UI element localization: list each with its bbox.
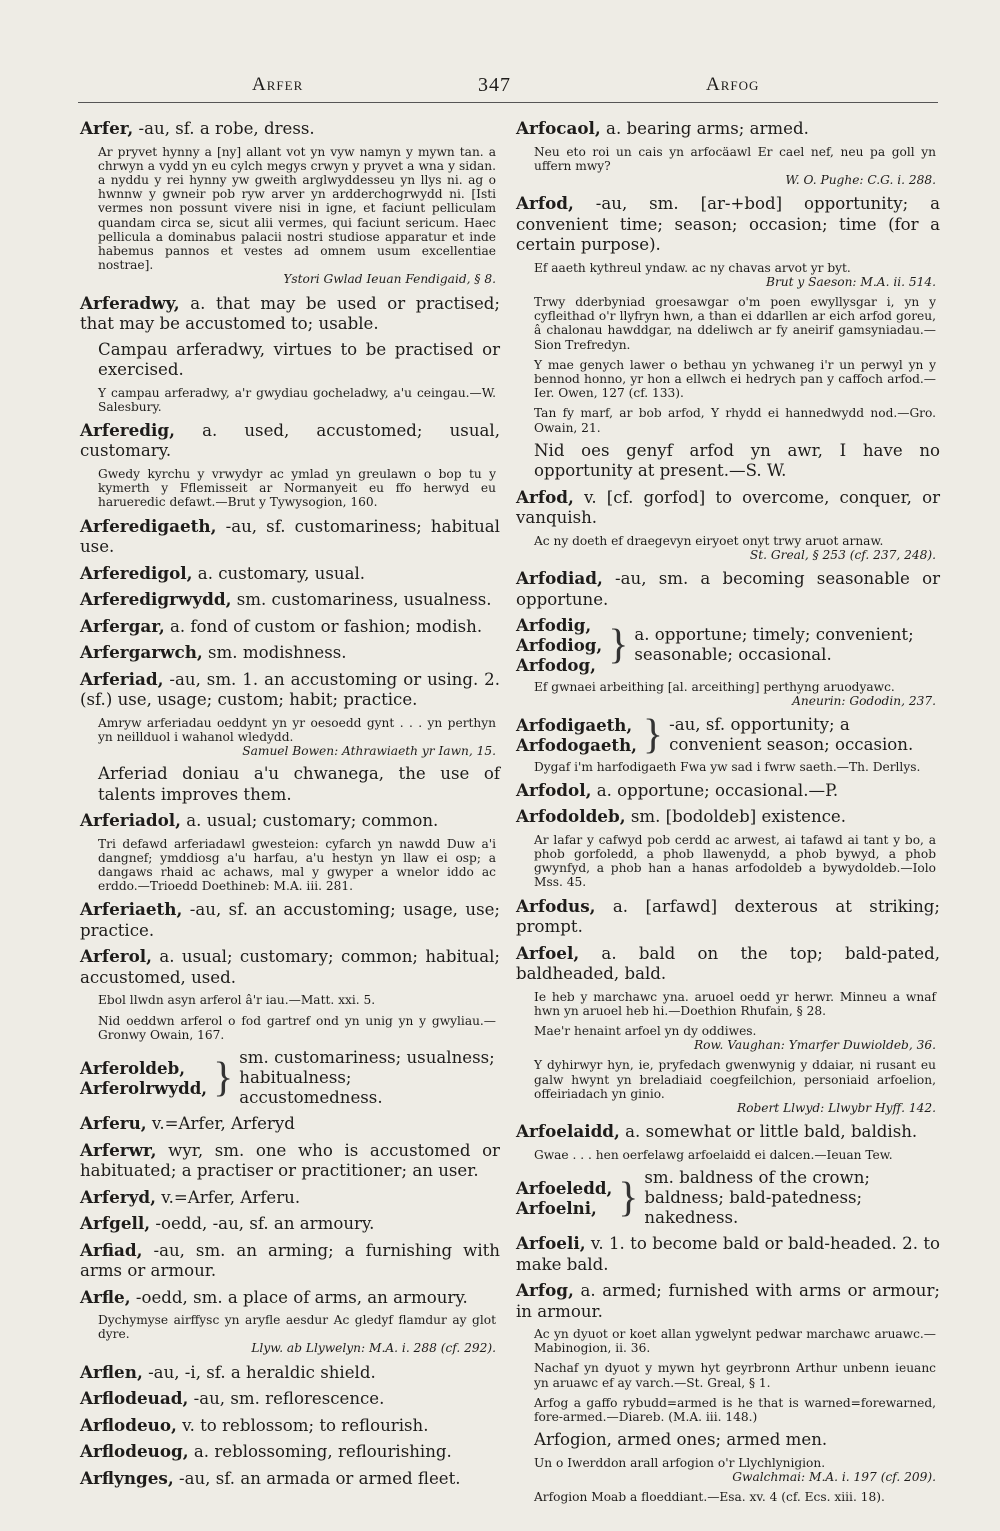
- headword: Arflodeuo,: [80, 1414, 177, 1435]
- dictionary-entry: [516, 193, 940, 256]
- grouped-entry: [80, 1048, 500, 1108]
- definition: -au, sm. an arming; a furnishing with arms or armour.: [80, 1240, 500, 1281]
- definition: a. opportune; occasional.—P.: [591, 780, 839, 800]
- definition: -au, sm. 1. an accustoming or using. 2. (sf.) use, usage; custom; habit; practice.: [80, 669, 500, 710]
- headword: Arfodiad,: [516, 568, 603, 589]
- citation-text: Dychymyse airffysc yn aryfle aesdur Ac gledyf flamdur ay glot dyre.: [98, 1313, 496, 1342]
- dictionary-entry: [80, 589, 500, 611]
- headword: Arfer,: [80, 118, 134, 138]
- headword: Arferolrwydd,: [80, 1078, 208, 1099]
- citation-text: Nid oeddwn arferol o fod gartref ond yn unig yn y gwyliau.—Gronwy Owain, 167.: [98, 1013, 496, 1042]
- citation-text: Tan fy marf, ar bob arfod, Y rhydd ei hannedwydd nod.—Gro. Owain, 21.: [534, 406, 936, 435]
- headword: Arfodol,: [516, 779, 592, 800]
- headword: Arfog,: [516, 1280, 574, 1300]
- definition: a. fond of custom or fashion; modish.: [164, 616, 483, 636]
- definition: -au, sm. a becoming seasonable or opportune.: [516, 569, 940, 609]
- citation-source: St. Greal, § 253 (cf. 237, 248).: [749, 548, 936, 563]
- headword: Arferedigaeth,: [80, 515, 217, 536]
- dictionary-entry: [80, 810, 500, 832]
- headword: Arferedigol,: [80, 562, 193, 583]
- headword: Arfiad,: [80, 1239, 143, 1260]
- definition: a. armed; furnished with arms or armour; in armour.: [516, 1281, 940, 1321]
- definition: v.=Arfer, Arferu.: [155, 1187, 301, 1207]
- headword: Arfocaol,: [516, 118, 601, 138]
- citation: [80, 467, 500, 510]
- citation-text: Gwae . . . hen oerfelawg arfoelaidd ei dalcen.—Ieuan Tew.: [534, 1147, 893, 1162]
- citation: [516, 406, 940, 434]
- right-column: [516, 118, 940, 1510]
- definition: sm. customariness; usualness; habitualness; accustomedness.: [239, 1048, 495, 1108]
- citation-text: Ie heb y marchawc yna. aruoel oedd yr herwr. Minneu a wnaf hwn yn aruoel heb hi.—Doethion Rhufain, § 28.: [534, 989, 936, 1018]
- headword: Arfod,: [516, 486, 574, 507]
- dictionary-entry: [80, 899, 500, 941]
- definition: -au, sf. a robe, dress.: [133, 119, 315, 138]
- citation: [80, 1313, 500, 1356]
- citation: [516, 261, 940, 289]
- definition: v. [cf. gorfod] to overcome, conquer, or vanquish.: [516, 487, 940, 528]
- headword-group: [516, 715, 637, 755]
- headword: Arferedigrwydd,: [80, 589, 232, 610]
- headword: Arferwr,: [80, 1139, 157, 1160]
- citation-source: Aneurin: Gododin, 237.: [792, 694, 936, 709]
- headword: Arfgell,: [80, 1213, 151, 1234]
- headword: Arferedig,: [80, 419, 175, 440]
- definition: sm. modishness.: [202, 643, 347, 663]
- headword: Arfoelni,: [516, 1198, 597, 1218]
- definition: a. that may be used or practised; that may be accustomed to; usable.: [80, 293, 500, 334]
- dictionary-entry: [516, 1233, 940, 1275]
- headword-group: [516, 615, 602, 675]
- headword: Arflodeuog,: [80, 1441, 189, 1462]
- citation: [516, 1396, 940, 1424]
- definition: -oedd, -au, sf. an armoury.: [150, 1214, 375, 1234]
- citation-text: Arfogion Moab a floeddiant.—Esa. xv. 4 (cf. Ecs. xiii. 18).: [534, 1490, 885, 1505]
- grouped-entry: [516, 1168, 940, 1228]
- citation: [516, 145, 940, 188]
- dictionary-entry: [80, 563, 500, 585]
- definition: -au, sf. customariness; habitual use.: [80, 516, 500, 557]
- dictionary-entry: [80, 1140, 500, 1182]
- headword: Arferadwy,: [80, 292, 180, 313]
- page-number: 347: [478, 74, 511, 96]
- running-head-right: Arfog: [706, 74, 760, 95]
- citation-text: Y dyhirwyr hyn, ie, pryfedach gwenwynig y ddaiar, ni rusant eu galw hwynt yn breladiaid coegfeilchion, personiaid arfoelion, offeiriadach yn ginio.: [534, 1058, 936, 1101]
- citation: [80, 837, 500, 894]
- citation: [516, 295, 940, 352]
- dictionary-entry: [516, 1121, 940, 1143]
- citation-text: Gwedy kyrchu y vrwydyr ac ymlad yn greulawn o bop tu y kymerth y Fflemisseit ar Normanyeit eu ffo herwyd eu harueredic defawt.—Brut y Tywysogion, 160.: [98, 466, 496, 510]
- headword: Arferiaeth,: [80, 899, 183, 920]
- citation-source: Samuel Bowen: Athrawiaeth yr Iawn, 15.: [242, 743, 496, 758]
- citation-text: Tri defawd arferiadawl gwesteion: cyfarch yn nawdd Duw a'i dangnef; ymddiosg a'u harfau, a'u hestyn yn llaw ei osp; a dangaws rhaid ac achaws, mal y gwyper a wnelor iddo ac erddo.—Trioedd Doethineb: M.A. iii. 281.: [98, 836, 496, 894]
- dictionary-entry: [80, 946, 500, 988]
- definition: -au, sf. opportunity; a convenient season; occasion.: [669, 714, 914, 754]
- citation: [80, 145, 500, 287]
- headword: Arfle,: [80, 1286, 131, 1307]
- citation-text: Ar pryvet hynny a [ny] allant vot yn vyw namyn y mywn tan. a chrwyn a vydd yn eu cylch megys crwyn y pryvet a wna y sidan. a nyddu y rei hynny yw gweith arglwyddesseu yn llys ni. ag o hwnnw y gwneir pob ryw arver yn ardderchogrwydd ni. [Isti vermes non possunt vivere nisi in igne, et faciunt pelliculam quandam circa se, sicut alii vermes, qui faciunt sericum. Haec pellicula a dominabus palacii nostri studiose apparatur et inde habemus pannos et vestes ad omnem usum excellentiae nostrae].: [98, 144, 496, 273]
- citation-source: Brut y Saeson: M.A. ii. 514.: [766, 274, 936, 289]
- headword: Arflen,: [80, 1361, 143, 1382]
- citation-source: Llyw. ab Llywelyn: M.A. i. 288 (cf. 292).: [251, 1341, 496, 1356]
- dictionary-entry: [80, 1415, 500, 1437]
- citation: [516, 760, 940, 774]
- dictionary-entry: [516, 568, 940, 610]
- definition: a. usual; customary; common; habitual; accustomed, used.: [80, 947, 500, 987]
- dictionary-entry: [80, 1441, 500, 1463]
- citation: [80, 993, 500, 1007]
- headword: Arferol,: [80, 946, 153, 967]
- headword: Arfoelaidd,: [516, 1121, 620, 1142]
- definition: -au, sf. an accustoming; usage, use; practice.: [80, 900, 500, 940]
- definition: v. to reblossom; to reflourish.: [176, 1415, 429, 1435]
- dictionary-entry: [516, 943, 940, 985]
- dictionary-entry: [80, 1240, 500, 1282]
- definition: sm. customariness, usualness.: [231, 590, 492, 610]
- running-head: [0, 74, 1000, 98]
- headword: Arferu,: [80, 1113, 147, 1134]
- citation: [516, 1327, 940, 1355]
- citation-text: Ef gwnaei arbeithing [al. arceithing] perthyng aruodyawc.: [534, 680, 895, 695]
- definition: a. used, accustomed; usual, customary.: [80, 420, 500, 461]
- definition: -au, sm. [ar-+bod] opportunity; a convenient time; season; occasion; time (for a certain purpose).: [516, 194, 940, 255]
- definition: -au, sm. reflorescence.: [188, 1389, 385, 1409]
- headword: Arferiadol,: [80, 810, 181, 831]
- headword: Arfodigaeth,: [516, 714, 633, 735]
- citation-text: Arfog a gaffo rybudd=armed is he that is warned=forewarned, fore-armed.—Diareb. (M.A. iii. 148.): [534, 1395, 936, 1425]
- definition: -au, -i, sf. a heraldic shield.: [142, 1362, 376, 1382]
- dictionary-entry: [80, 1468, 500, 1490]
- citation-text: Nachaf yn dyuot y mywn hyt geyrbronn Arthur unbenn ieuanc yn aruawc ef ay varch.—St. Greal, § 1.: [534, 1361, 936, 1390]
- citation: [516, 833, 940, 890]
- definition: a. bearing arms; armed.: [600, 119, 809, 138]
- headword: Arfodiog,: [516, 635, 603, 656]
- citation: [80, 1014, 500, 1042]
- example-phrase: Nid oes genyf arfod yn awr, I have no opportunity at present.—S. W.: [534, 440, 940, 481]
- citation: [516, 1490, 940, 1504]
- headword: Arfodig,: [516, 615, 592, 636]
- citation: [516, 1058, 940, 1115]
- citation: [516, 1456, 940, 1484]
- citation-text: Neu eto roi un cais yn arfocäawl Er cael nef, neu pa goll yn uffern mwy?: [534, 144, 936, 173]
- citation-source: Row. Vaughan: Ymarfer Duwioldeb, 36.: [693, 1038, 936, 1053]
- grouped-entry: [516, 615, 940, 675]
- brace: }: [618, 1175, 639, 1221]
- grouped-entry: [516, 711, 940, 758]
- definition: a. usual; customary; common.: [181, 811, 439, 831]
- citation-text: Ac yn dyuot or koet allan ygwelynt pedwar marchawc aruawc.—Mabinogion, ii. 36.: [534, 1327, 936, 1356]
- dictionary-entry: [516, 896, 940, 938]
- definition: a. bald on the top; bald-pated, baldheaded, bald.: [516, 943, 940, 984]
- header-rule: [78, 102, 938, 103]
- definition: -oedd, sm. a place of arms, an armoury.: [130, 1287, 468, 1307]
- headword: Arfodus,: [516, 895, 596, 916]
- example-phrase: Arferiad doniau a'u chwanega, the use of talents improves them.: [98, 764, 500, 804]
- citation-source: Robert Llwyd: Llwybr Hyff. 142.: [736, 1101, 936, 1116]
- dictionary-entry: [80, 420, 500, 462]
- dictionary-entry: [516, 487, 940, 529]
- dictionary-entry: [516, 780, 940, 802]
- citation-source: Gwalchmai: M.A. i. 197 (cf. 209).: [732, 1469, 936, 1484]
- headword: Arfodog,: [516, 655, 596, 676]
- example-phrase: Arfogion, armed ones; armed men.: [534, 1430, 828, 1450]
- headword: Arferoldeb,: [80, 1058, 185, 1079]
- citation-text: Trwy dderbyniad groesawgar o'm poen ewyllysgar i, yn y cyfleithad o'r llyfryn hwn, a than ei ddarllen ar eich arfod goreu, â chalonau hawddgar, na ddeliwch ar fy aneirif gamsyniadau.—Sion Trefredyn.: [534, 295, 936, 352]
- definition: a. [arfawd] dexterous at striking; prompt.: [516, 896, 940, 937]
- dictionary-entry: [80, 669, 500, 711]
- headword: Arfodogaeth,: [516, 734, 637, 755]
- dictionary-entry: [516, 1280, 940, 1322]
- headword: Arfod,: [516, 193, 574, 214]
- citation-text: Ar lafar y cafwyd pob cerdd ac arwest, ai tafawd ai tant y bo, a phob gorfoledd, a phob llawenydd, a phob bywyd, a phob gwynfyd, a phob han a hanas arfodoldeb a bywydoldeb.—Iolo Mss. 45.: [534, 832, 936, 890]
- citation: [80, 716, 500, 759]
- definition: a. opportune; timely; convenient; seasonable; occasional.: [634, 625, 914, 665]
- citation: [516, 534, 940, 562]
- citation: [516, 358, 940, 401]
- dictionary-entry: [516, 806, 940, 828]
- citation: [80, 386, 500, 414]
- dictionary-entry: [80, 616, 500, 638]
- dictionary-entry: [80, 1187, 500, 1209]
- definition: a. customary, usual.: [192, 563, 366, 583]
- headword: Arfoeledd,: [516, 1178, 613, 1198]
- dictionary-entry: [80, 1213, 500, 1235]
- citation-text: Ac ny doeth ef draegevyn eiryoet onyt trwy aruot arnaw.: [534, 533, 884, 548]
- citation-text: Dygaf i'm harfodigaeth Fwa yw sad i fwrw saeth.—Th. Derllys.: [534, 759, 921, 774]
- definition: wyr, sm. one who is accustomed or habituated; a practiser or practitioner; an user.: [80, 1140, 500, 1181]
- example-phrase: Campau arferadwy, virtues to be practised or exercised.: [98, 339, 500, 380]
- headword: Arferyd,: [80, 1186, 156, 1207]
- headword: Arfodoldeb,: [516, 806, 626, 827]
- dictionary-entry: [80, 1113, 500, 1135]
- definition: -au, sf. an armada or armed fleet.: [173, 1468, 461, 1488]
- citation: [516, 1024, 940, 1052]
- headword: Arflodeuad,: [80, 1388, 189, 1409]
- brace: }: [608, 622, 629, 669]
- definition: sm. baldness of the crown; baldness; bald-patedness; nakedness.: [644, 1168, 871, 1227]
- citation: [516, 1148, 940, 1162]
- dictionary-entry: [516, 118, 940, 140]
- definition: sm. [bodoldeb] existence.: [625, 807, 847, 827]
- definition: v.=Arfer, Arferyd: [146, 1114, 295, 1134]
- dictionary-entry: [80, 118, 500, 140]
- brace: }: [213, 1055, 234, 1102]
- citation-text: Ef aaeth kythreul yndaw. ac ny chavas arvot yr byt.: [534, 260, 851, 275]
- citation: [516, 680, 940, 708]
- citation-text: Amryw arferiadau oeddynt yn yr oesoedd gynt . . . yn perthyn yn neillduol i wahanol wledydd.: [98, 715, 496, 744]
- dictionary-entry: [80, 293, 500, 335]
- headword-group: [516, 1178, 612, 1218]
- citation-text: Ebol llwdn asyn arferol â'r iau.—Matt. xxi. 5.: [98, 993, 376, 1008]
- citation: [516, 990, 940, 1018]
- headword: Arfoel,: [516, 942, 580, 963]
- definition: a. somewhat or little bald, baldish.: [619, 1122, 918, 1142]
- headword: Arfoeli,: [516, 1233, 586, 1253]
- citation-source: Ystori Gwlad Ieuan Fendigaid, § 8.: [283, 272, 496, 287]
- definition: a. reblossoming, reflourishing.: [188, 1442, 452, 1462]
- citation-source: W. O. Pughe: C.G. i. 288.: [785, 172, 936, 187]
- dictionary-entry: [80, 1388, 500, 1410]
- dictionary-entry: [80, 642, 500, 664]
- citation-text: Y mae genych lawer o bethau yn ychwaneg i'r un perwyl yn y bennod honno, yr hon a ellwch ei hedrych pan y caffoch arfod.—Ier. Owen, 127 (cf. 133).: [534, 357, 936, 401]
- left-column: [80, 118, 500, 1494]
- dictionary-entry: [80, 1287, 500, 1309]
- brace: }: [642, 711, 664, 758]
- running-head-left: Arfer: [252, 74, 304, 95]
- dictionary-entry: [80, 516, 500, 558]
- citation-text: Y campau arferadwy, a'r gwydiau gocheladwy, a'u ceingau.—W. Salesbury.: [98, 385, 496, 414]
- headword: Arferiad,: [80, 668, 164, 689]
- citation-text: Un o Iwerddon arall arfogion o'r Llychlynigion.: [534, 1455, 826, 1470]
- headword-group: [80, 1058, 207, 1098]
- dictionary-entry: [80, 1362, 500, 1384]
- definition: v. 1. to become bald or bald-headed. 2. to make bald.: [516, 1234, 940, 1274]
- citation: [516, 1361, 940, 1389]
- headword: Arflynges,: [80, 1467, 174, 1488]
- citation-text: Mae'r henaint arfoel yn dy oddiwes.: [534, 1024, 757, 1039]
- headword: Arfergarwch,: [80, 642, 203, 663]
- headword: Arfergar,: [80, 615, 165, 636]
